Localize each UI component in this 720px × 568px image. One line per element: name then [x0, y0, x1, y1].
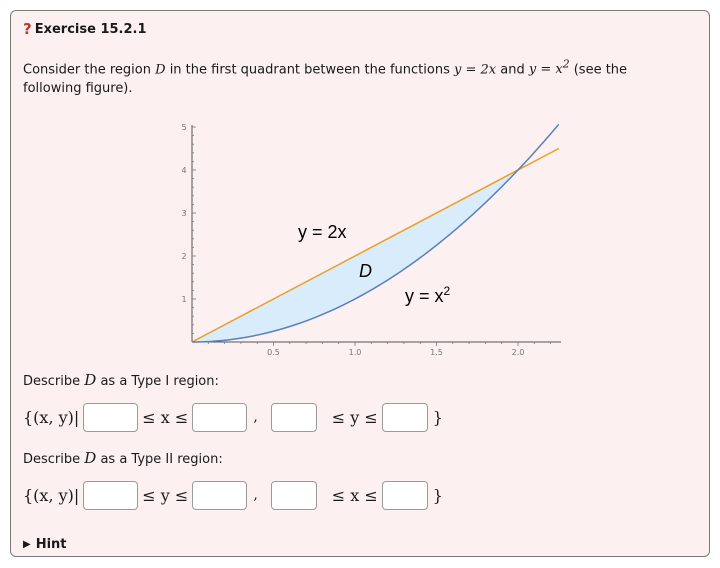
exercise-card — [10, 10, 710, 557]
type2-set-row — [23, 479, 443, 511]
label-curve — [405, 284, 451, 306]
exercise-title-text: Exercise 15.2.1 — [34, 21, 147, 37]
type2-desc-suffix: as a Type II region: — [100, 452, 223, 467]
y-tick-label: 5 — [181, 123, 187, 132]
curve-y-x-squared — [192, 124, 559, 342]
region-figure — [161, 109, 561, 359]
type2-y-upper-input[interactable] — [192, 481, 247, 510]
y-tick-label: 4 — [181, 166, 187, 175]
intro-and: and — [500, 62, 525, 78]
intro-region: D — [155, 62, 166, 78]
intro-line-2: following figure). — [23, 81, 133, 97]
region-plot — [161, 109, 561, 359]
type1-x-upper-input[interactable] — [192, 403, 247, 432]
type2-desc-prefix: Describe — [23, 452, 81, 467]
type2-relation-2: ≤ x ≤ — [331, 485, 378, 505]
label-curve-exponent: 2 — [443, 284, 451, 298]
type1-set-open: {(x, y)| — [23, 407, 80, 427]
type1-y-lower-input[interactable] — [271, 403, 317, 432]
type1-comma: , — [253, 409, 258, 425]
type1-relation-2: ≤ y ≤ — [331, 407, 378, 427]
type2-x-upper-input[interactable] — [382, 481, 428, 510]
type2-description — [23, 449, 223, 467]
type2-x-lower-input[interactable] — [271, 481, 317, 510]
type1-x-lower-input[interactable] — [83, 403, 138, 432]
type2-relation-1: ≤ y ≤ — [142, 485, 189, 505]
intro-suffix: (see the — [573, 62, 628, 78]
type1-set-close: } — [432, 407, 443, 427]
type1-desc-prefix: Describe — [23, 374, 81, 389]
intro-function-2-exponent: 2 — [562, 58, 570, 71]
question-mark-icon: ? — [23, 20, 32, 38]
type2-comma: , — [253, 487, 258, 503]
hint-label: Hint — [35, 537, 67, 552]
type2-desc-region: D — [84, 449, 97, 467]
type1-description — [23, 371, 219, 389]
type2-y-lower-input[interactable] — [83, 481, 138, 510]
type2-set-close: } — [432, 485, 443, 505]
type1-set-row — [23, 401, 443, 433]
x-tick-label: 0.5 — [267, 348, 280, 357]
label-line: y = 2x — [298, 222, 347, 242]
y-tick-label: 1 — [181, 295, 187, 304]
exercise-title — [23, 20, 147, 38]
type2-set-open: {(x, y)| — [23, 485, 80, 505]
y-tick-label: 3 — [181, 209, 187, 218]
x-tick-label: 2.0 — [511, 348, 525, 357]
intro-prefix: Consider the region — [23, 62, 151, 78]
x-tick-label: 1.0 — [348, 348, 362, 357]
line-y-2x — [192, 149, 559, 343]
hint-toggle[interactable] — [23, 537, 67, 552]
type1-desc-suffix: as a Type I region: — [100, 374, 219, 389]
label-region: D — [359, 261, 372, 281]
x-tick-label: 1.5 — [430, 348, 443, 357]
intro-middle: in the first quadrant between the functions — [169, 62, 450, 78]
intro-function-2: y = x — [528, 62, 563, 78]
y-tick-label: 2 — [181, 252, 187, 261]
problem-statement — [23, 55, 683, 98]
type1-relation-1: ≤ x ≤ — [142, 407, 189, 427]
type1-desc-region: D — [84, 371, 97, 389]
label-curve-base: y = x — [405, 286, 444, 306]
triangle-right-icon: ▶ — [23, 539, 31, 550]
intro-function-1: y = 2x — [454, 62, 497, 78]
type1-y-upper-input[interactable] — [382, 403, 428, 432]
